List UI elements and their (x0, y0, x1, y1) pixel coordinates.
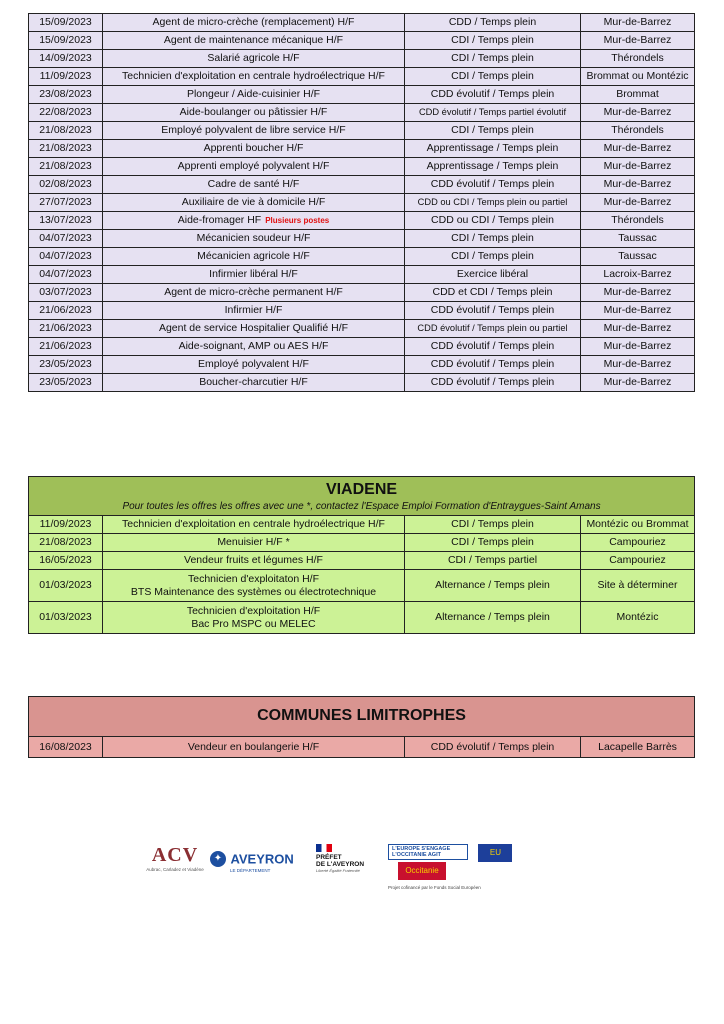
job-title-cell: Boucher-charcutier H/F (103, 374, 405, 392)
acv-logo-tagline: Aubrac, Carladez et Viadène (146, 867, 204, 872)
date-cell: 21/06/2023 (29, 320, 103, 338)
prefet-logo (316, 844, 380, 873)
prefet-logo-motto: Liberté Égalité Fraternité (316, 868, 360, 873)
table-row (29, 374, 695, 392)
contract-cell: CDD évolutif / Temps plein (405, 86, 581, 104)
location-cell: Mur-de-Barrez (581, 14, 695, 32)
job-title-line2: BTS Maintenance des systèmes ou électrotechnique (130, 585, 377, 598)
date-cell: 21/08/2023 (29, 534, 103, 552)
europe-engage-logo: L'EUROPE S'ENGAGE L'OCCITANIE AGIT (388, 844, 468, 860)
table-row (29, 570, 695, 602)
location-cell: Thérondels (581, 50, 695, 68)
job-title-line1: Technicien d'exploitation H/F (186, 604, 321, 617)
table-row (29, 602, 695, 634)
table-row (29, 516, 695, 534)
date-cell: 21/08/2023 (29, 122, 103, 140)
table-row (29, 86, 695, 104)
job-title-cell (103, 552, 405, 570)
contract-cell: CDD évolutif / Temps plein (405, 356, 581, 374)
table-row (29, 266, 695, 284)
contract-cell: CDI / Temps plein (405, 50, 581, 68)
date-cell: 15/09/2023 (29, 14, 103, 32)
limitrophes-title: COMMUNES LIMITROPHES (257, 707, 466, 724)
job-title-cell: Employé polyvalent de libre service H/F (103, 122, 405, 140)
acv-logo (146, 844, 204, 872)
contract-cell: CDD ou CDI / Temps plein (405, 212, 581, 230)
location-cell: Brommat ou Montézic (581, 68, 695, 86)
date-cell: 04/07/2023 (29, 230, 103, 248)
table-row (29, 104, 695, 122)
date-cell: 11/09/2023 (29, 68, 103, 86)
location-cell: Mur-de-Barrez (581, 338, 695, 356)
job-title-line1: Vendeur fruits et légumes H/F (184, 554, 323, 566)
date-cell: 04/07/2023 (29, 266, 103, 284)
location-cell: Mur-de-Barrez (581, 302, 695, 320)
occitanie-logo: Occitanie (398, 862, 446, 880)
plusieurs-postes-note: Plusieurs postes (265, 216, 330, 225)
job-title-line1: Technicien d'exploitaton H/F (188, 572, 319, 585)
table-row (29, 122, 695, 140)
table-row (29, 320, 695, 338)
job-title-cell: Mécanicien soudeur H/F (103, 230, 405, 248)
contract-cell: CDI / Temps plein (405, 68, 581, 86)
job-title-cell: Apprenti boucher H/F (103, 140, 405, 158)
job-title-cell: Infirmier libéral H/F (103, 266, 405, 284)
job-title-cell: Agent de maintenance mécanique H/F (103, 32, 405, 50)
date-cell: 04/07/2023 (29, 248, 103, 266)
job-title-cell: Apprenti employé polyvalent H/F (103, 158, 405, 176)
contract-cell: CDD ou CDI / Temps plein ou partiel (405, 194, 581, 212)
location-cell: Montézic (581, 602, 695, 634)
partner-logos (146, 842, 570, 890)
table-row (29, 737, 695, 758)
job-title-cell (103, 570, 405, 602)
table-row (29, 356, 695, 374)
contract-cell: CDD évolutif / Temps plein (405, 338, 581, 356)
acv-logo-name: ACV (151, 844, 199, 866)
aveyron-logo-sub: LE DÉPARTEMENT (230, 868, 271, 873)
table-row (29, 534, 695, 552)
contract-cell: CDD et CDI / Temps plein (405, 284, 581, 302)
contract-cell: CDI / Temps plein (405, 122, 581, 140)
date-cell: 02/08/2023 (29, 176, 103, 194)
date-cell: 21/08/2023 (29, 158, 103, 176)
job-title-cell: Mécanicien agricole H/F (103, 248, 405, 266)
table-row (29, 552, 695, 570)
job-title-cell: Aide-soignant, AMP ou AES H/F (103, 338, 405, 356)
date-cell: 16/08/2023 (29, 737, 103, 758)
location-cell: Brommat (581, 86, 695, 104)
table-row (29, 14, 695, 32)
job-title-cell: Cadre de santé H/F (103, 176, 405, 194)
date-cell: 01/03/2023 (29, 570, 103, 602)
location-cell: Taussac (581, 248, 695, 266)
job-title-cell: Employé polyvalent H/F (103, 356, 405, 374)
contract-cell: CDI / Temps plein (405, 534, 581, 552)
job-title-cell: Infirmier H/F (103, 302, 405, 320)
contract-cell: CDI / Temps partiel (405, 552, 581, 570)
job-title-cell (103, 602, 405, 634)
contract-cell: Exercice libéral (405, 266, 581, 284)
job-title-line2: Bac Pro MSPC ou MELEC (191, 617, 316, 630)
contract-cell: CDI / Temps plein (405, 248, 581, 266)
contract-cell: CDD / Temps plein (405, 14, 581, 32)
date-cell: 27/07/2023 (29, 194, 103, 212)
table-row (29, 230, 695, 248)
aveyron-logo-name: AVEYRON (230, 851, 294, 867)
location-cell: Thérondels (581, 212, 695, 230)
date-cell: 11/09/2023 (29, 516, 103, 534)
prefet-logo-line1: PRÉFET (316, 854, 342, 861)
location-cell: Site à déterminer (581, 570, 695, 602)
location-cell: Mur-de-Barrez (581, 104, 695, 122)
job-title-text: Aide-fromager HF (177, 214, 262, 226)
location-cell: Mur-de-Barrez (581, 176, 695, 194)
location-cell: Campouriez (581, 534, 695, 552)
viadene-header-row (29, 477, 695, 516)
marianne-flag-icon (316, 844, 332, 852)
viadene-title: VIADENE (325, 481, 398, 498)
date-cell: 03/07/2023 (29, 284, 103, 302)
viadene-body (29, 477, 695, 634)
job-title-cell: Agent de service Hospitalier Qualifié H/F (103, 320, 405, 338)
job-title-line1: Technicien d'exploitation en centrale hydroélectrique H/F (122, 518, 385, 530)
date-cell: 21/06/2023 (29, 302, 103, 320)
table-row (29, 194, 695, 212)
table-row (29, 338, 695, 356)
date-cell: 14/09/2023 (29, 50, 103, 68)
job-title-cell: Agent de micro-crèche (remplacement) H/F (103, 14, 405, 32)
location-cell: Mur-de-Barrez (581, 140, 695, 158)
viadene-table (28, 476, 695, 634)
table-row (29, 176, 695, 194)
contract-cell: CDD évolutif / Temps plein (405, 374, 581, 392)
contract-cell: Alternance / Temps plein (405, 602, 581, 634)
location-cell: Taussac (581, 230, 695, 248)
prefet-logo-line2: DE L'AVEYRON (316, 861, 365, 868)
location-cell: Mur-de-Barrez (581, 284, 695, 302)
contract-cell: CDD évolutif / Temps plein ou partiel (405, 320, 581, 338)
job-title-cell: Technicien d'exploitation en centrale hydroélectrique H/F (103, 68, 405, 86)
location-cell: Thérondels (581, 122, 695, 140)
table-row (29, 68, 695, 86)
contract-cell: Apprentissage / Temps plein (405, 158, 581, 176)
location-cell: Montézic ou Brommat (581, 516, 695, 534)
job-title-cell (103, 516, 405, 534)
location-cell: Mur-de-Barrez (581, 320, 695, 338)
contract-cell: CDI / Temps plein (405, 230, 581, 248)
contract-cell: CDI / Temps plein (405, 32, 581, 50)
contract-cell: CDD évolutif / Temps plein (405, 302, 581, 320)
location-cell: Mur-de-Barrez (581, 356, 695, 374)
date-cell: 22/08/2023 (29, 104, 103, 122)
date-cell: 21/08/2023 (29, 140, 103, 158)
limitrophes-table (28, 696, 695, 758)
date-cell: 16/05/2023 (29, 552, 103, 570)
date-cell: 13/07/2023 (29, 212, 103, 230)
contract-cell: CDD évolutif / Temps partiel évolutif (405, 104, 581, 122)
job-title-cell: Plongeur / Aide-cuisinier H/F (103, 86, 405, 104)
table-row (29, 302, 695, 320)
job-title-cell: Agent de micro-crèche permanent H/F (103, 284, 405, 302)
location-cell: Mur-de-Barrez (581, 194, 695, 212)
contract-cell: CDI / Temps plein (405, 516, 581, 534)
date-cell: 23/05/2023 (29, 356, 103, 374)
contract-cell: CDD évolutif / Temps plein (405, 737, 581, 758)
job-offers-table (28, 13, 695, 392)
fse-caption: Projet cofinancé par le Fonds Social Européen (388, 885, 481, 890)
table-row (29, 158, 695, 176)
eu-flag-icon: EU (478, 844, 512, 862)
job-title-cell: Salarié agricole H/F (103, 50, 405, 68)
job-title-cell: Vendeur en boulangerie H/F (103, 737, 405, 758)
job-title-cell: Auxiliaire de vie à domicile H/F (103, 194, 405, 212)
limitrophes-header-row (29, 697, 695, 737)
viadene-header (29, 477, 695, 516)
date-cell: 01/03/2023 (29, 602, 103, 634)
contract-cell: Alternance / Temps plein (405, 570, 581, 602)
contract-cell: Apprentissage / Temps plein (405, 140, 581, 158)
table-row (29, 248, 695, 266)
table-row (29, 284, 695, 302)
date-cell: 23/08/2023 (29, 86, 103, 104)
job-title-cell: Aide-boulanger ou pâtissier H/F (103, 104, 405, 122)
viadene-subtitle: Pour toutes les offres les offres avec une *, contactez l'Espace Emploi Formation d'Entraygues-Saint Amans (122, 501, 601, 512)
location-cell: Campouriez (581, 552, 695, 570)
europe-logos (388, 844, 568, 890)
table-row (29, 140, 695, 158)
location-cell: Mur-de-Barrez (581, 158, 695, 176)
location-cell: Lacroix-Barrez (581, 266, 695, 284)
date-cell: 23/05/2023 (29, 374, 103, 392)
date-cell: 15/09/2023 (29, 32, 103, 50)
aveyron-emblem-icon: ✦ (210, 851, 226, 867)
job-offers-body (29, 14, 695, 392)
contract-cell: CDD évolutif / Temps plein (405, 176, 581, 194)
limitrophes-body (29, 697, 695, 758)
table-row (29, 212, 695, 230)
limitrophes-header (29, 697, 695, 737)
location-cell: Lacapelle Barrès (581, 737, 695, 758)
table-row (29, 50, 695, 68)
job-title-cell (103, 212, 405, 230)
aveyron-logo (210, 850, 306, 873)
job-title-cell (103, 534, 405, 552)
location-cell: Mur-de-Barrez (581, 32, 695, 50)
date-cell: 21/06/2023 (29, 338, 103, 356)
job-title-line1: Menuisier H/F * (217, 536, 290, 548)
location-cell: Mur-de-Barrez (581, 374, 695, 392)
table-row (29, 32, 695, 50)
